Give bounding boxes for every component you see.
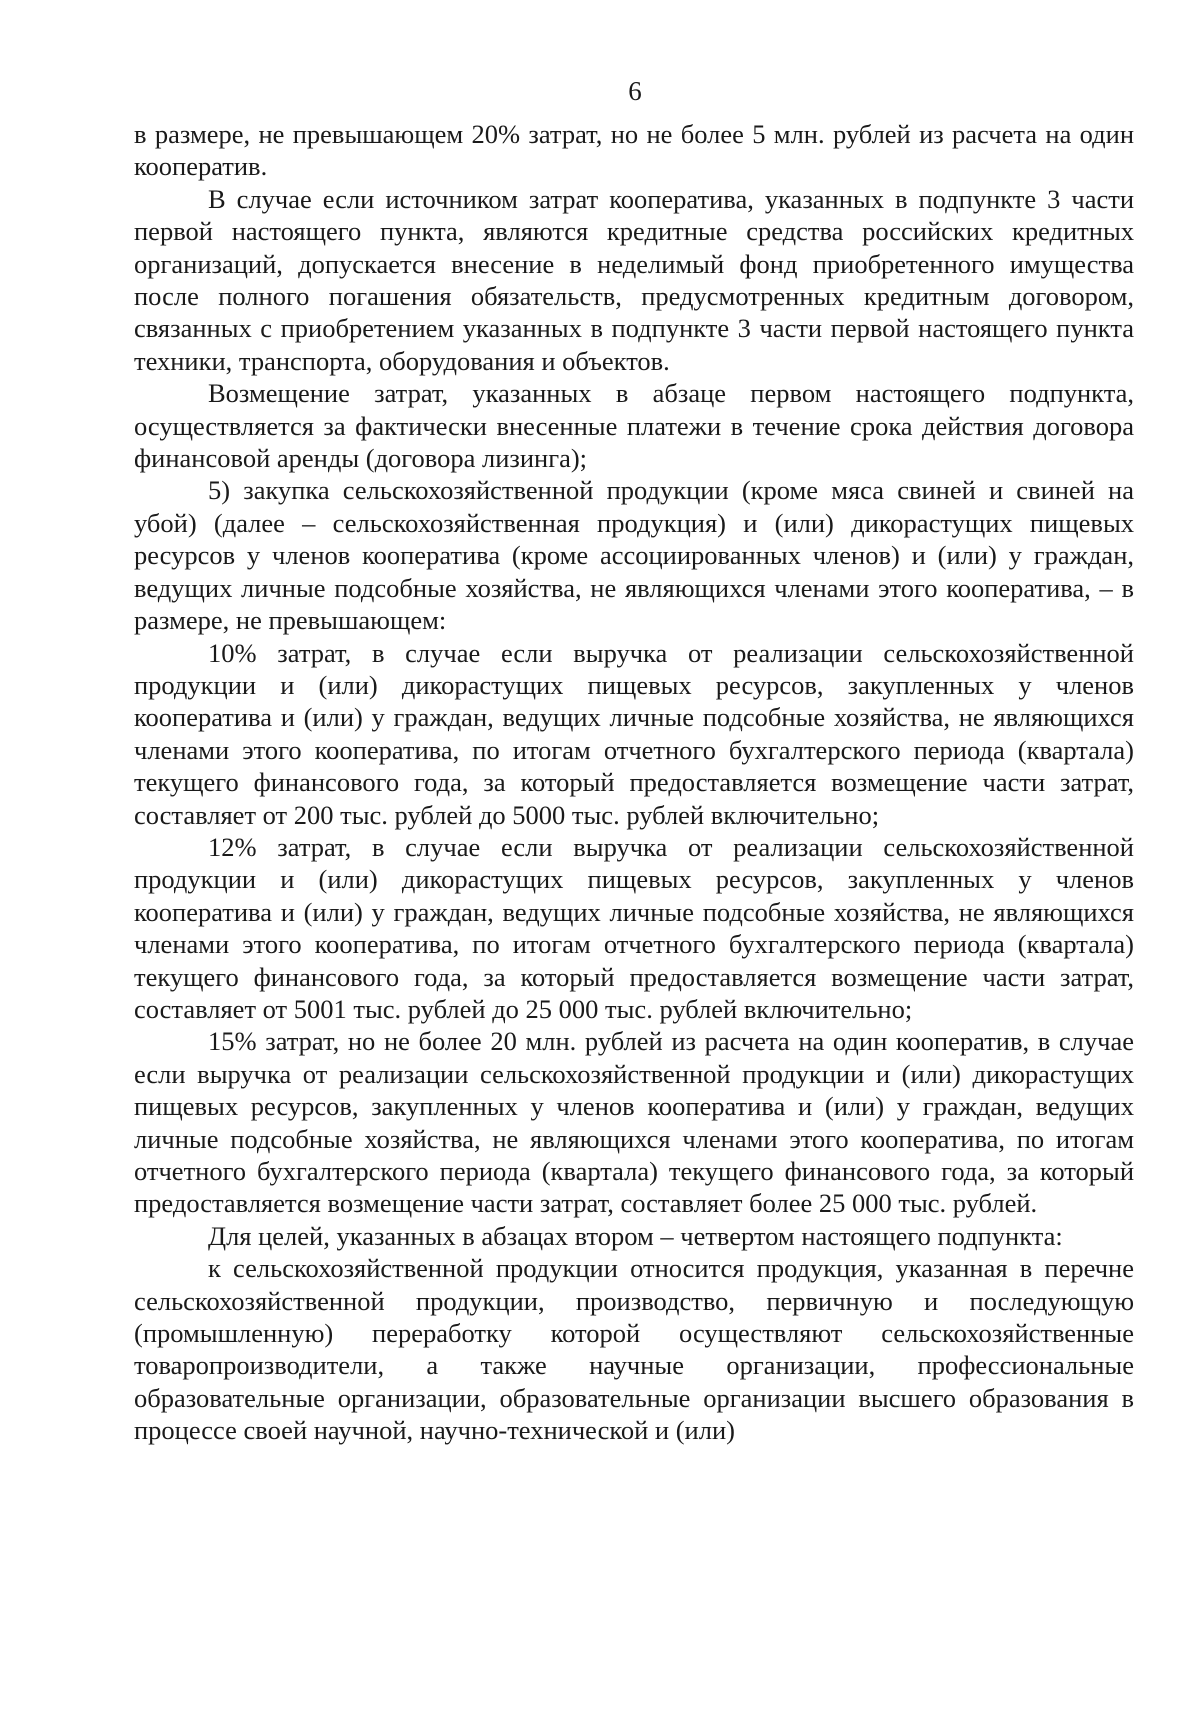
document-body xyxy=(134,118,1134,1447)
paragraph-12-percent: 12% затрат, в случае если выручка от реализации сельскохозяйственной продукции и (или) дикорастущих пищевых ресурсов, закупленных у членов кооператива и (или) у граждан, ведущих личные подсобные хозяйства, не являющихся членами этого кооператива, по итогам отчетного бухгалтерского периода (квартала) текущего финансового года, за который предоставляется возмещение части затрат, составляет от 5001 тыс. рублей до 25 000 тыс. рублей включительно; xyxy=(134,831,1134,1024)
paragraph-continuation: в размере, не превышающем 20% затрат, но не более 5 млн. рублей из расчета на один кооператив. xyxy=(134,119,1134,182)
paragraph-purposes: Для целей, указанных в абзацах втором – четвертом настоящего подпункта: xyxy=(208,1220,1063,1251)
paragraph-item-5-purchase: 5) закупка сельскохозяйственной продукции (кроме мяса свиней и свиней на убой) (далее – сельскохозяйственная продукция) и (или) дикорастущих пищевых ресурсов у членов кооператива (кроме ассоциированных членов) и (или) у граждан, ведущих личные подсобные хозяйства, не являющихся членами этого кооператива, – в размере, не превышающем: xyxy=(134,475,1134,636)
paragraph-credit-funds: В случае если источником затрат кооператива, указанных в подпункте 3 части первой настоящего пункта, являются кредитные средства российских кредитных организаций, допускается внесение в неделимый фонд приобретенного имущества после полного погашения обязательств, предусмотренных кредитным договором, связанных с приобретением указанных в подпункте 3 части первой настоящего пункта техники, транспорта, оборудования и объектов. xyxy=(134,183,1134,376)
page-number: 6 xyxy=(628,76,642,106)
paragraph-agricultural-products: к сельскохозяйственной продукции относится продукция, указанная в перечне сельскохозяйственной продукции, производство, первичную и последующую (промышленную) переработку которой осуществляют сельскохозяйственные товаропроизводители, а также научные организации, профессиональные образовательные организации, образовательные организации высшего образования в процессе своей научной, научно-технической и (или) xyxy=(134,1253,1134,1446)
paragraph-10-percent: 10% затрат, в случае если выручка от реализации сельскохозяйственной продукции и (или) дикорастущих пищевых ресурсов, закупленных у членов кооператива и (или) у граждан, ведущих личные подсобные хозяйства, не являющихся членами этого кооператива, по итогам отчетного бухгалтерского периода (квартала) текущего финансового года, за который предоставляется возмещение части затрат, составляет от 200 тыс. рублей до 5000 тыс. рублей включительно; xyxy=(134,637,1134,830)
paragraph-15-percent: 15% затрат, но не более 20 млн. рублей из расчета на один кооператив, в случае если выручка от реализации сельскохозяйственной продукции и (или) дикорастущих пищевых ресурсов, закупленных у членов кооператива и (или) у граждан, ведущих личные подсобные хозяйства, не являющихся членами этого кооператива, по итогам отчетного бухгалтерского периода (квартала) текущего финансового года, за который предоставляется возмещение части затрат, составляет более 25 000 тыс. рублей. xyxy=(134,1026,1134,1219)
paragraph-reimbursement: Возмещение затрат, указанных в абзаце первом настоящего подпункта, осуществляется за фактически внесенные платежи в течение срока действия договора финансовой аренды (договора лизинга); xyxy=(134,378,1134,474)
